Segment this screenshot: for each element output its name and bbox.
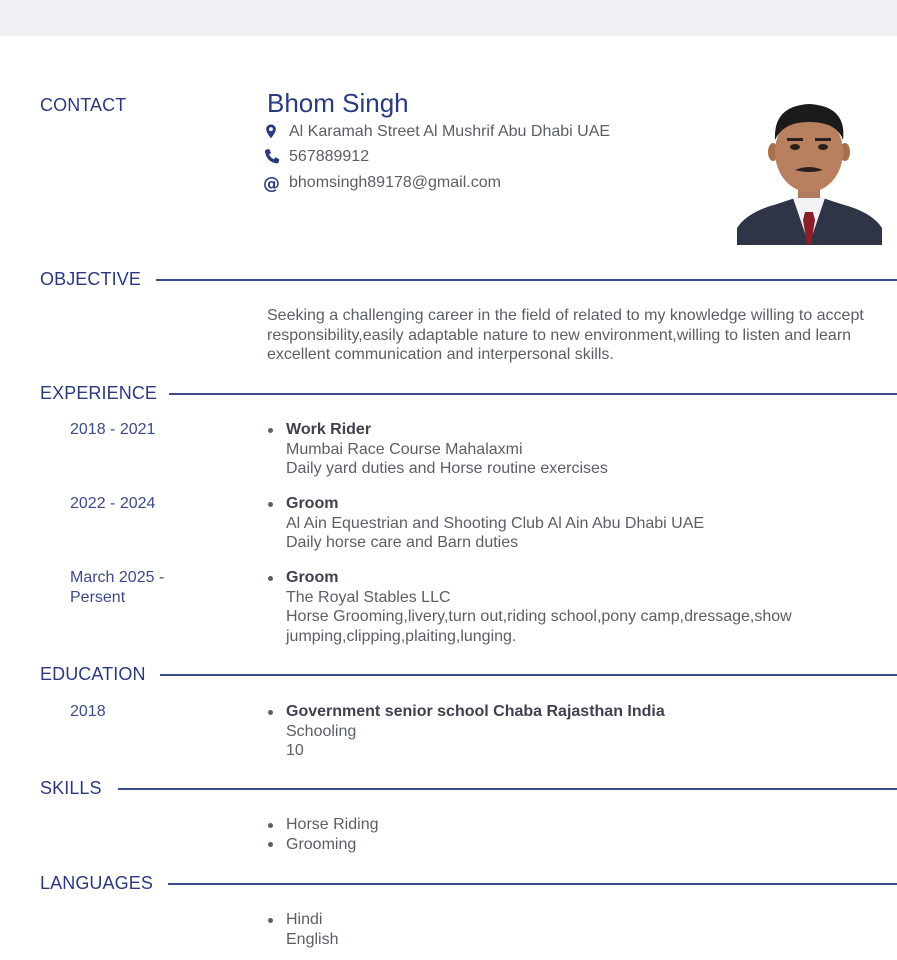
- languages-list: [286, 910, 338, 949]
- experience-detail: Mumbai Race Course Mahalaxmi: [286, 440, 523, 458]
- education-title: Government senior school Chaba Rajasthan India: [286, 703, 665, 720]
- language-item: English: [286, 930, 339, 948]
- skill-item: Horse Riding: [286, 816, 379, 833]
- experience-detail: Horse Grooming,livery,turn out,riding school,pony camp,dressage,show: [286, 608, 792, 625]
- bullet: [268, 428, 273, 433]
- language-item: Hindi: [286, 911, 323, 928]
- phone-text: 567889912: [289, 148, 370, 165]
- phone-row: [263, 148, 369, 166]
- objective-text: [267, 306, 897, 365]
- address-row: [263, 123, 610, 141]
- email-text: bhomsingh89178@gmail.com: [289, 174, 501, 191]
- languages-divider: [168, 883, 897, 885]
- experience-entry: [286, 568, 792, 646]
- objective-heading: OBJECTIVE: [40, 269, 141, 289]
- skills-divider: [118, 788, 897, 790]
- contact-heading: CONTACT: [40, 95, 127, 115]
- experience-detail: Al Ain Equestrian and Shooting Club Al Ain Abu Dhabi UAE: [286, 514, 705, 532]
- experience-divider: [169, 393, 897, 395]
- education-divider: [160, 674, 897, 676]
- education-detail: Schooling: [286, 722, 357, 740]
- skill-item: Grooming: [286, 835, 357, 853]
- experience-detail: jumping,clipping,plaiting,lunging.: [286, 627, 517, 645]
- profile-photo: [737, 100, 882, 245]
- experience-entry: [286, 494, 704, 553]
- svg-text:@: @: [263, 174, 280, 192]
- education-detail: 10: [286, 742, 304, 759]
- bullet: [268, 502, 273, 507]
- experience-title: Groom: [286, 569, 339, 586]
- bullet: [268, 842, 273, 847]
- objective-line: excellent communication and interpersonal skills.: [267, 346, 614, 363]
- bullet: [268, 576, 273, 581]
- skills-heading: SKILLS: [40, 778, 102, 798]
- skills-list: [286, 815, 378, 854]
- languages-heading: LANGUAGES: [40, 873, 153, 893]
- top-bar: [0, 0, 897, 36]
- education-entry: [286, 702, 665, 761]
- objective-line: Seeking a challenging career in the field of related to my knowledge willing to accept: [267, 307, 864, 324]
- date-line: Persent: [70, 588, 126, 606]
- person-name: Bhom Singh: [267, 88, 409, 118]
- bullet: [268, 918, 273, 923]
- date-line: March 2025 -: [70, 569, 165, 586]
- location-pin-icon: [263, 123, 283, 141]
- address-text: Al Karamah Street Al Mushrif Abu Dhabi UAE: [289, 123, 611, 140]
- phone-icon: [263, 148, 283, 166]
- experience-date: [70, 568, 164, 607]
- education-heading: EDUCATION: [40, 664, 146, 684]
- experience-date: 2018 - 2021: [70, 421, 156, 438]
- objective-line: responsibility,easily adaptable nature to new environment,willing to listen and learn: [267, 326, 852, 344]
- experience-title: Work Rider: [286, 421, 372, 438]
- experience-detail: The Royal Stables LLC: [286, 588, 451, 606]
- email-row: [263, 174, 501, 192]
- objective-divider: [156, 279, 897, 281]
- experience-entry: [286, 420, 608, 479]
- experience-title: Groom: [286, 495, 339, 512]
- experience-detail: Daily horse care and Barn duties: [286, 534, 519, 551]
- experience-heading: EXPERIENCE: [40, 383, 158, 403]
- at-sign-icon: [263, 174, 283, 192]
- education-date: 2018: [70, 703, 106, 720]
- bullet: [268, 823, 273, 828]
- experience-detail: Daily yard duties and Horse routine exercises: [286, 460, 608, 477]
- bullet: [268, 710, 273, 715]
- experience-date: 2022 - 2024: [70, 495, 156, 512]
